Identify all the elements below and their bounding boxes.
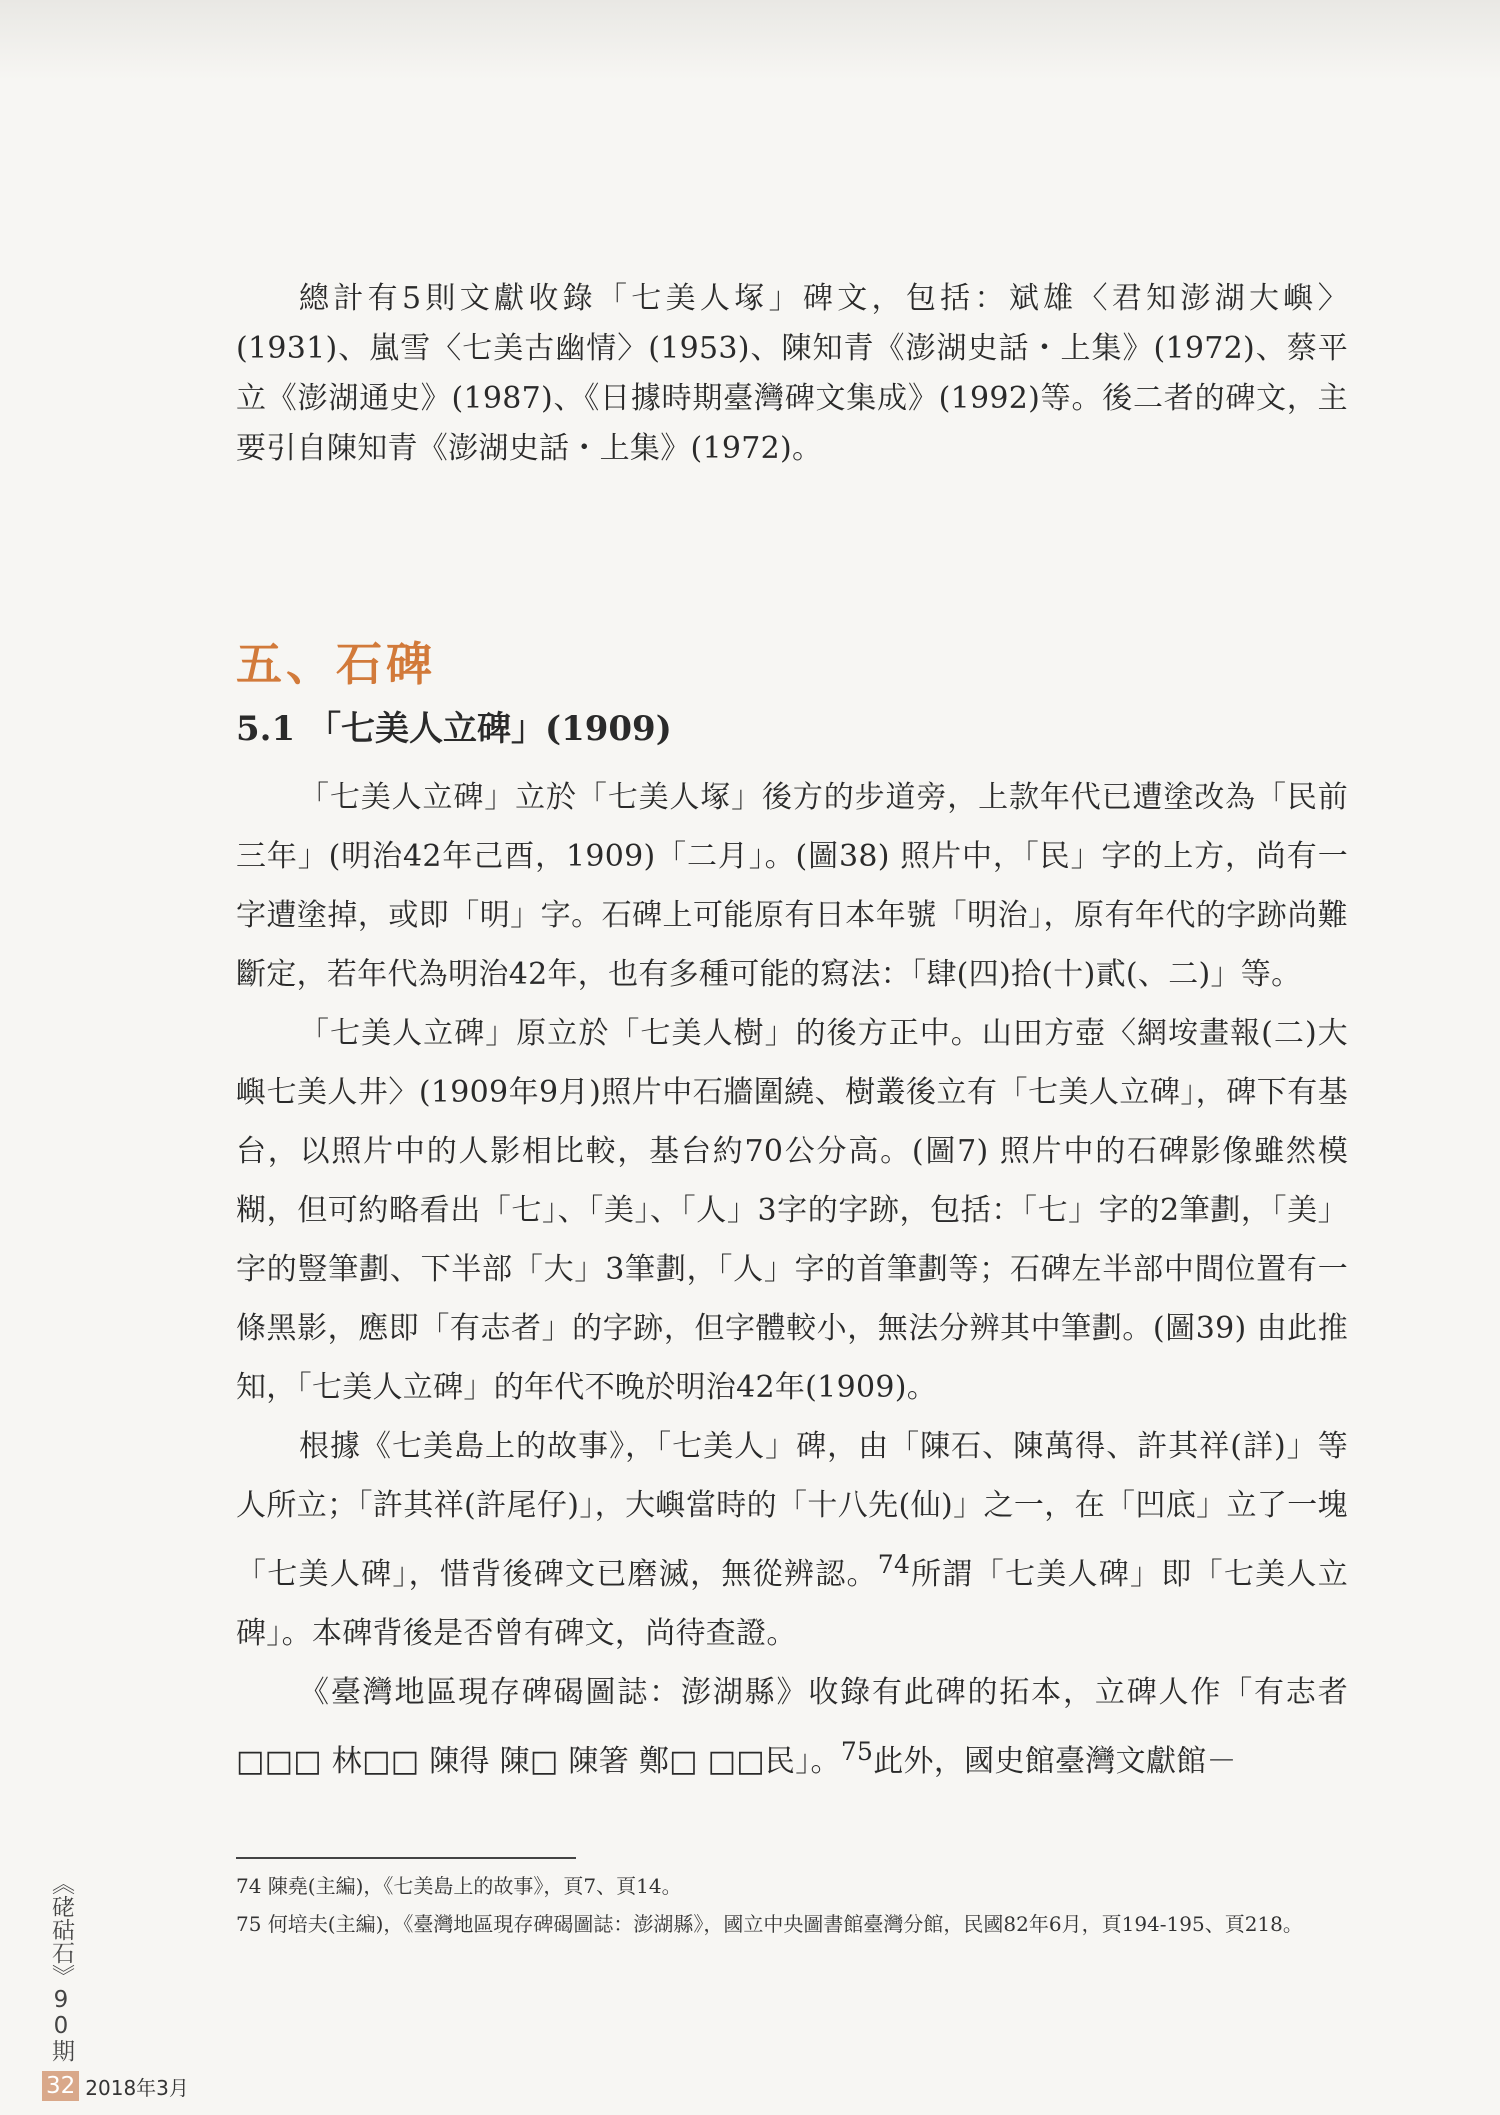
section-body [236, 768, 1348, 1791]
footnote-ref-74[interactable]: 74 [877, 1550, 911, 1579]
footnote-number: 75 [236, 1912, 262, 1936]
footnote-74 [236, 1868, 1356, 1904]
paragraph-2: 「七美人立碑」原立於「七美人樹」的後方正中。山田方壺〈網垵畫報(二)大嶼七美人井〉(1909年9月)照片中石牆圍繞、樹叢後立有「七美人立碑」，碑下有基台，以照片中的人影相比較，基台約70公分高。(圖7) 照片中的石碑影像雖然模糊，但可約略看出「七」、「美」、「人」3字的字跡，包括：「七」字的2筆劃，「美」字的豎筆劃、下半部「大」3筆劃，「人」字的首筆劃等；石碑左半部中間位置有一條黑影，應即「有志者」的字跡，但字體較小，無法分辨其中筆劃。(圖39) 由此推知，「七美人立碑」的年代不晚於明治42年(1909)。 [236, 1016, 1348, 1405]
paragraph-1: 「七美人立碑」立於「七美人塚」後方的步道旁，上款年代已遭塗改為「民前三年」(明治42年己酉，1909)「二月」。(圖38) 照片中，「民」字的上方，尚有一字遭塗掉，或即「明」字。石碑上可能原有日本年號「明治」，原有年代的字跡尚難斷定，若年代為明治42年，也有多種可能的寫法：「肆(四)拾(十)貳(、二)」等。 [236, 780, 1348, 992]
footnote-divider [236, 1857, 576, 1859]
page-top-shade [0, 0, 1500, 80]
paragraph-4 [236, 1663, 1348, 1791]
footnotes [236, 1868, 1356, 1944]
subsection-number: 5.1 [236, 709, 296, 749]
paragraph-4-text: 《臺灣地區現存碑碣圖誌：澎湖縣》收錄有此碑的拓本，立碑人作「有志者 □□□ 林□□ 陳得 陳□ 陳箸 鄭□ □□民」。 [236, 1675, 1348, 1779]
paragraph-3-text: 根據《七美島上的故事》，「七美人」碑，由「陳石、陳萬得、許其祥(詳)」等人所立；「許其祥(許尾仔)」，大嶼當時的「十八先(仙)」之一，在「凹底」立了一塊「七美人碑」，惜背後碑文已磨滅，無從辨認。 [236, 1429, 1348, 1592]
subsection-year: (1909) [545, 709, 672, 749]
footnote-text: 陳堯(主編)，《七美島上的故事》，頁7、頁14。 [267, 1874, 682, 1898]
subsection-open-quote: 「 [307, 709, 341, 749]
footnote-ref-75[interactable]: 75 [840, 1737, 874, 1766]
journal-title: 《硓𥑮石》90期 [48, 1872, 74, 2062]
intro-block [236, 274, 1348, 474]
issue-date: 2018年3月 [85, 2075, 189, 2100]
paragraph-3 [236, 1417, 1348, 1663]
footnote-75 [236, 1906, 1356, 1942]
footnote-text: 何培夫(主編)，《臺灣地區現存碑碣圖誌：澎湖縣》，國立中央圖書館臺灣分館，民國82年6月，頁194-195、頁218。 [267, 1912, 1303, 1936]
paragraph-4-text-after: 此外，國史館臺灣文獻館－ [873, 1744, 1237, 1779]
intro-paragraph: 總計有5則文獻收錄「七美人塚」碑文，包括：斌雄〈君知澎湖大嶼〉(1931)、嵐雪〈七美古幽情〉(1953)、陳知青《澎湖史話・上集》(1972)、蔡平立《澎湖通史》(1987)、《日據時期臺灣碑文集成》(1992)等。後二者的碑文，主要引自陳知青《澎湖史話・上集》(1972)。 [236, 281, 1348, 466]
subsection-heading [236, 706, 672, 752]
page-footer [42, 2071, 189, 2101]
subsection-title: 七美人立碑 [341, 709, 511, 749]
subsection-close-quote: 」 [511, 709, 545, 749]
paragraph-3-text-after: 所謂「七美人碑」即「七美人立碑」。本碑背後是否曾有碑文，尚待查證。 [236, 1557, 1348, 1651]
page-number: 32 [42, 2071, 79, 2101]
section-title: 五、石碑 [236, 637, 436, 691]
footnote-number: 74 [236, 1874, 262, 1898]
